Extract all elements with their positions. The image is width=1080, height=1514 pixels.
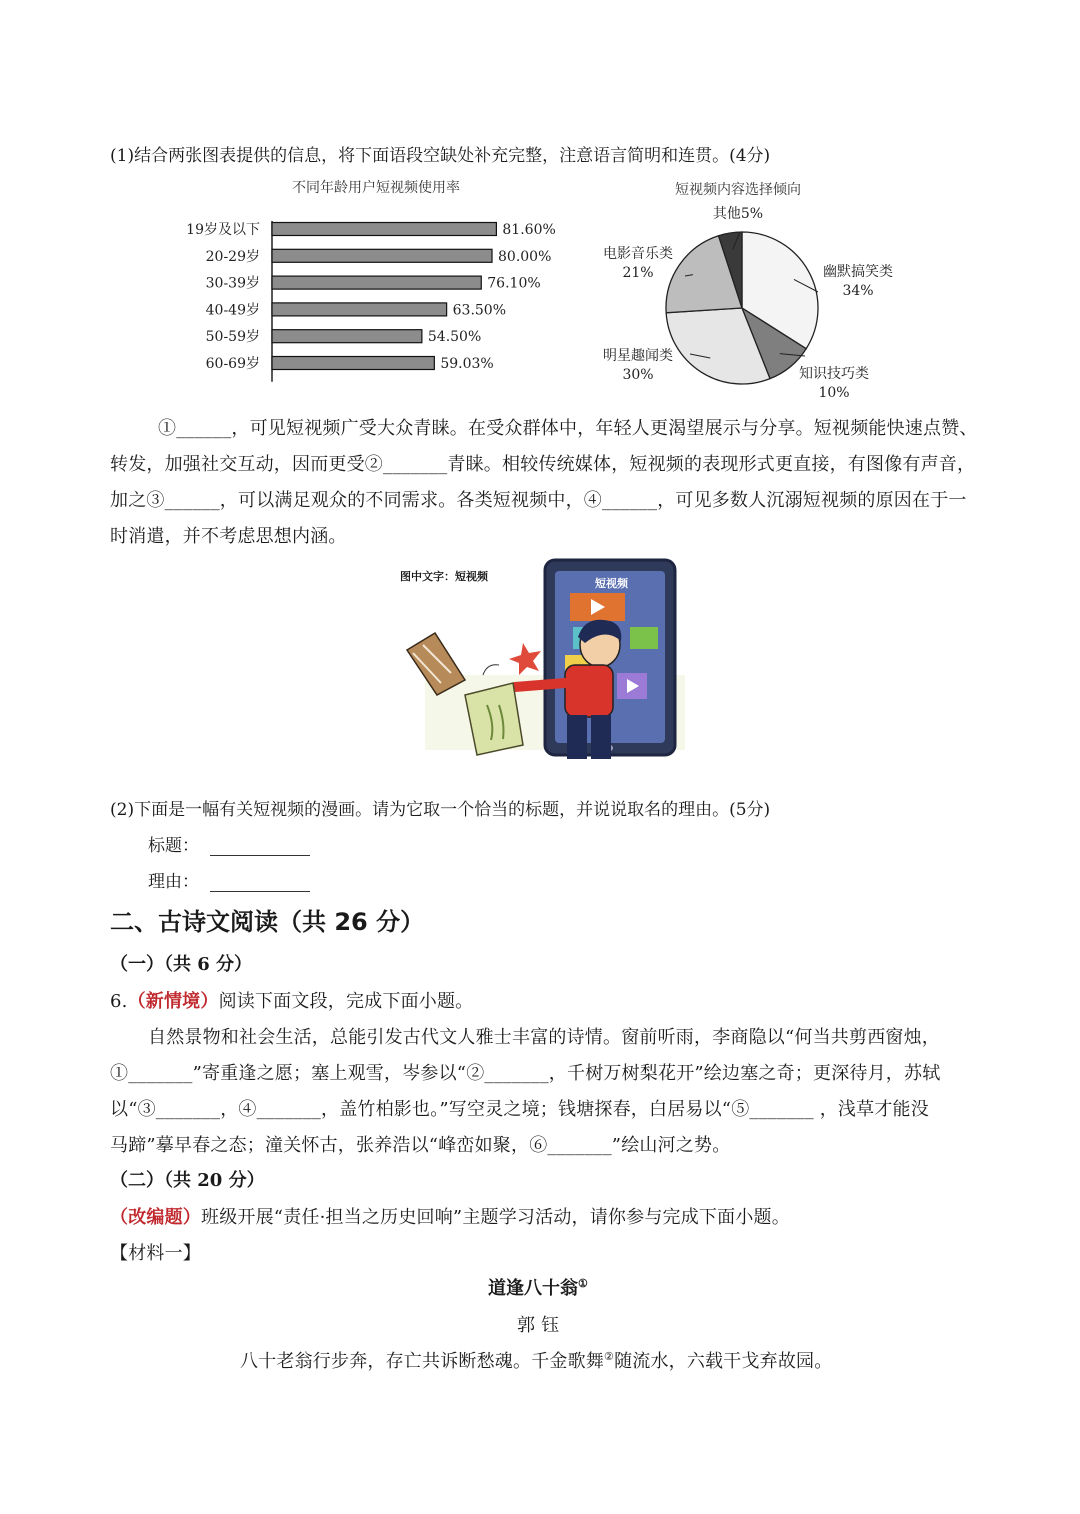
title-label: 标题：: [148, 836, 199, 856]
pie-chart-title: 短视频内容选择倾向: [675, 182, 801, 198]
bar-category-label: 50-59岁: [205, 329, 260, 346]
pie-slice-label: 其他5%: [712, 206, 764, 222]
bar: [272, 276, 481, 289]
pie-slice-name: 幽默搞笑类: [823, 264, 893, 280]
bar-chart-title: 不同年龄用户短视频使用率: [292, 180, 460, 196]
cartoon-caption: 图中文字：短视频: [400, 570, 488, 583]
bar: [272, 330, 422, 343]
new-context-tag: （新情境）: [127, 991, 219, 1012]
bar-chart: [160, 215, 580, 390]
material-1-label: 【材料一】: [110, 1243, 201, 1264]
poem-line-part-b: 随流水，六载干戈弃故园。: [614, 1351, 833, 1372]
poem-title-footnote-mark: ①: [578, 1277, 588, 1290]
bar-category-label: 19岁及以下: [186, 222, 260, 238]
paragraph-line-4: 时消遣，并不考虑思想内涵。: [110, 526, 347, 547]
question-6-text: 阅读下面文段，完成下面小题。: [218, 991, 474, 1012]
poem-title: 道逢八十翁: [488, 1278, 578, 1299]
title-answer-row: [148, 831, 310, 856]
bar: [272, 223, 496, 236]
short-video-cartoon: [395, 555, 695, 775]
poetry-paragraph-line-1: 自然景物和社会生活，总能引发古代文人雅士丰富的诗情。窗前听雨，李商隐以“何当共剪西窗烛，: [148, 1027, 940, 1048]
pie-slice-name: 电影音乐类: [603, 246, 673, 262]
bar-value-label: 63.50%: [452, 302, 507, 319]
question-6-number: 6.: [110, 991, 128, 1012]
adapted-question-tag: （改编题）: [110, 1207, 201, 1228]
bar-value-label: 59.03%: [440, 356, 494, 372]
bar-category-label: 40-49岁: [205, 302, 260, 319]
bar-value-label: 76.10%: [487, 275, 541, 292]
bar-value-label: 81.60%: [502, 222, 556, 238]
poetry-paragraph-line-2: ①_______”寄重逢之愿；塞上观雪，岑参以“②_______，千树万树梨花开”绘边塞之奇；更深待月，苏轼: [110, 1063, 941, 1084]
bar: [272, 303, 447, 316]
pie-slice-value: 10%: [818, 385, 850, 401]
bar-value-label: 54.50%: [427, 329, 482, 346]
pie-slice-value: 34%: [842, 283, 874, 299]
poem-line-part-a: 八十老翁行步奔，存亡共诉断愁魂。千金歌舞: [240, 1351, 604, 1372]
question-2-label: (2)下面是一幅有关短视频的漫画。请为它取一个恰当的标题，并说说取名的理由。(5分): [110, 800, 771, 820]
paragraph-line-2: 转发，加强社交互动，因而更受②_______青睐。相较传统媒体，短视频的表现形式更直接，有图像有声音，: [110, 454, 976, 475]
poem-line-footnote-mark: ②: [604, 1350, 615, 1363]
poem-author: 郭 钰: [517, 1315, 560, 1336]
part-2-heading: （二）（共 20 分）: [110, 1170, 265, 1191]
pie-slice-name: 明星趣闻类: [603, 348, 673, 364]
pie-chart: [590, 198, 920, 408]
reason-answer-row: [148, 867, 310, 892]
bar: [272, 249, 492, 262]
reason-label: 理由：: [148, 872, 199, 892]
pie-slice-value: 21%: [622, 265, 654, 281]
bar-category-label: 60-69岁: [205, 356, 260, 372]
bar: [272, 357, 434, 370]
section-2-heading: 二、古诗文阅读（共 26 分）: [110, 908, 425, 936]
poetry-paragraph-line-3: 以“③_______，④_______，盖竹柏影也。”写空灵之境；钱塘探春，白居易以“⑤_______ ，浅草才能没: [110, 1099, 929, 1120]
poetry-paragraph-line-4: 马蹄”摹早春之态；潼关怀古，张养浩以“峰峦如聚，⑥_______”绘山河之势。: [110, 1135, 731, 1156]
reason-answer-blank[interactable]: [210, 873, 310, 892]
bar-category-label: 30-39岁: [205, 275, 260, 292]
person-body: [565, 665, 613, 717]
phone-screen-text: 短视频: [595, 577, 628, 590]
title-answer-blank[interactable]: [210, 837, 310, 856]
pie-slice-value: 30%: [622, 367, 654, 383]
paragraph-line-3: 加之③______，可以满足观众的不同需求。各类短视频中，④______，可见多数人沉溺短视频的原因在于一: [110, 490, 967, 511]
bar-category-label: 20-29岁: [205, 248, 260, 265]
activity-line: [110, 1203, 790, 1229]
bar-value-label: 80.00%: [498, 248, 552, 265]
impact-star-icon: [509, 643, 541, 675]
part-1-heading: （一）（共 6 分）: [110, 954, 253, 975]
poem-line-1: [240, 1347, 832, 1373]
poem-title-row: [488, 1274, 588, 1300]
pie-slice-name: 知识技巧类: [799, 366, 869, 382]
paragraph-line-1: ①______，可见短视频广受大众青睐。在受众群体中，年轻人更渴望展示与分享。短视频能快速点赞、: [158, 418, 978, 439]
question-1-label: (1)结合两张图表提供的信息，将下面语段空缺处补充完整，注意语言简明和连贯。(4分): [110, 146, 771, 166]
activity-text: 班级开展“责任·担当之历史回响”主题学习活动，请你参与完成下面小题。: [201, 1207, 790, 1228]
question-6-line: [110, 987, 473, 1013]
